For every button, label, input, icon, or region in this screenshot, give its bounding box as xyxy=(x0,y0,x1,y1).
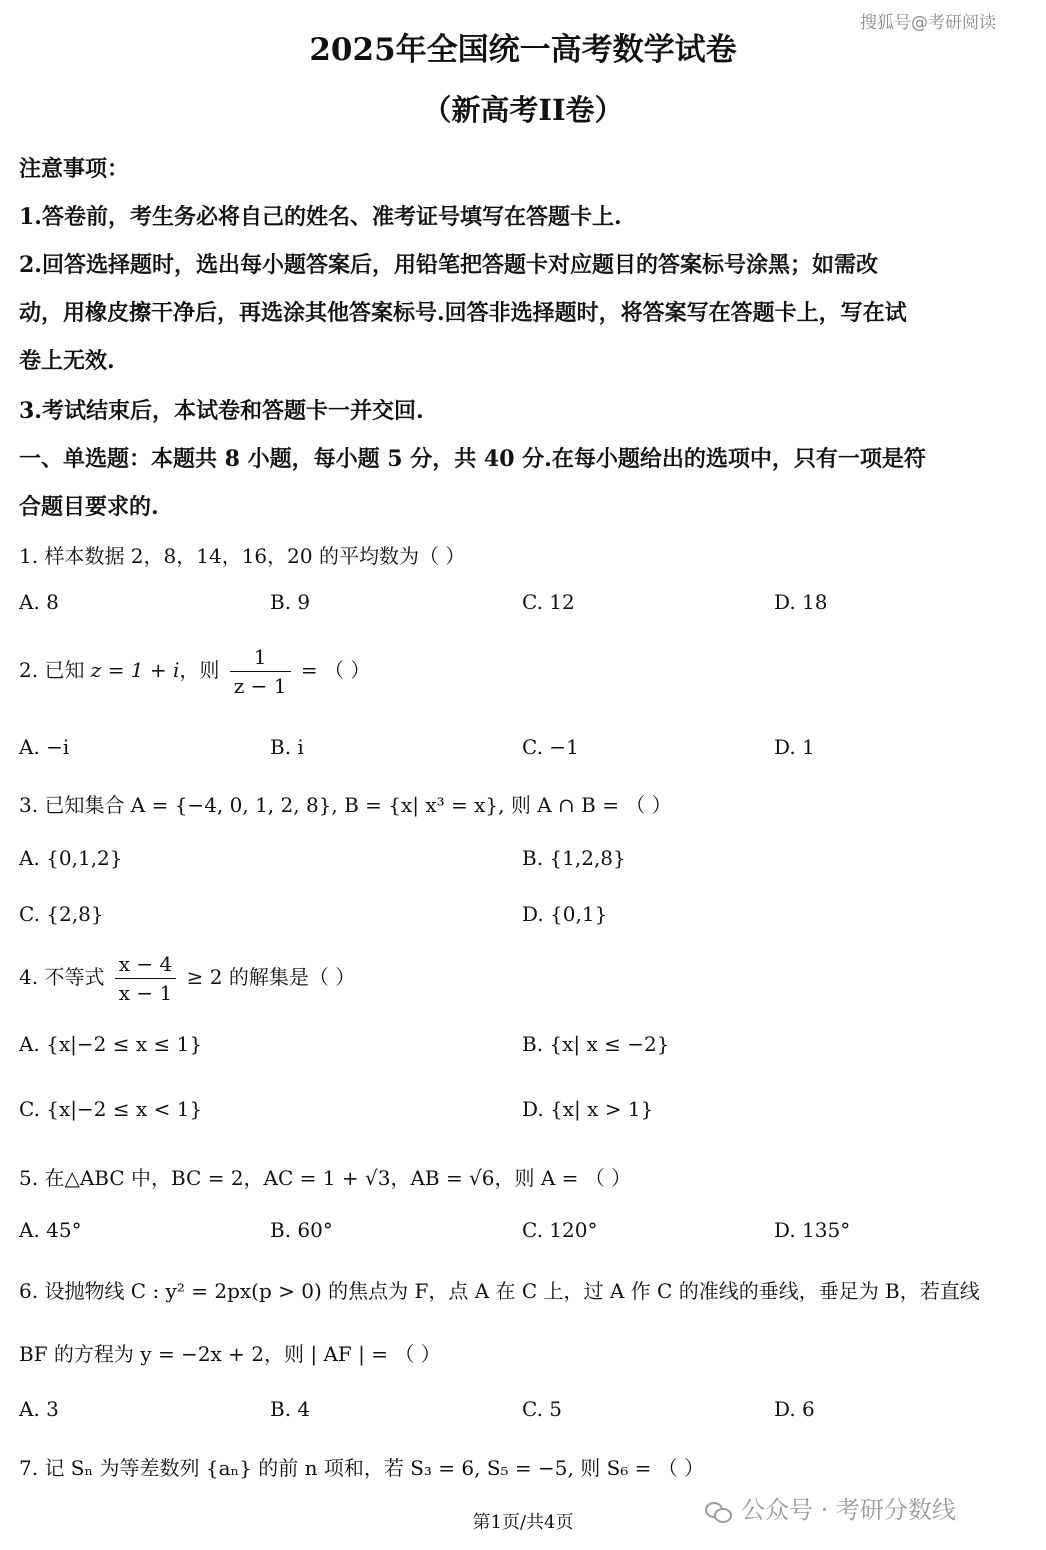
q3-option-a: A. {0,1,2} xyxy=(19,846,123,870)
q3-option-b: B. {1,2,8} xyxy=(522,846,626,870)
section-heading-line-1: 一、单选题：本题共 8 小题，每小题 5 分，共 40 分.在每小题给出的选项中，只有一项是符 xyxy=(19,446,926,472)
notice-line-2c: 卷上无效. xyxy=(19,348,115,374)
q4-option-d: D. {x| x > 1} xyxy=(522,1097,654,1121)
q5-option-a: A. 45° xyxy=(19,1218,82,1242)
q4-option-c: C. {x|−2 ≤ x < 1} xyxy=(19,1097,203,1121)
question-4-stem xyxy=(19,952,355,1005)
notice-heading: 注意事项： xyxy=(19,156,130,182)
page-footer: 第1页/共4页 xyxy=(472,1512,574,1533)
q2-option-b: B. i xyxy=(270,735,304,759)
notice-line-3: 3.考试结束后，本试卷和答题卡一并交回. xyxy=(19,398,424,424)
watermark-top: 搜狐号@考研阅读 xyxy=(860,13,996,33)
q1-option-d: D. 18 xyxy=(774,590,828,614)
q6-option-b: B. 4 xyxy=(270,1397,311,1421)
q2-condition: z = 1 + i xyxy=(90,658,180,682)
question-5-stem: 5. 在△ABC 中，BC = 2，AC = 1 + √3，AB = √6，则 A = （ ） xyxy=(19,1166,632,1190)
q2-postfix: = （ ） xyxy=(294,658,371,682)
notice-line-2a: 2.回答选择题时，选出每小题答案后，用铅笔把答题卡对应题目的答案标号涂黑；如需改 xyxy=(19,252,878,278)
exam-title: 2025年全国统一高考数学试卷 xyxy=(309,32,737,68)
q6-option-c: C. 5 xyxy=(522,1397,563,1421)
q4-prefix: 4. 不等式 xyxy=(19,965,111,989)
q1-option-c: C. 12 xyxy=(522,590,575,614)
watermark-bottom-text: 公众号 · 考研分数线 xyxy=(741,1496,956,1524)
q6-option-a: A. 3 xyxy=(19,1397,59,1421)
q5-option-b: B. 60° xyxy=(270,1218,333,1242)
q1-option-b: B. 9 xyxy=(270,590,311,614)
q2-option-a: A. −i xyxy=(19,735,70,759)
exam-subtitle: （新高考II卷） xyxy=(422,93,624,127)
q2-denominator: z − 1 xyxy=(233,674,287,698)
q4-postfix: ≥ 2 的解集是（ ） xyxy=(180,965,356,989)
q3-option-d: D. {0,1} xyxy=(522,902,608,926)
q2-option-c: C. −1 xyxy=(522,735,579,759)
question-1-stem: 1. 样本数据 2，8，14，16，20 的平均数为（ ） xyxy=(19,544,466,568)
question-6-line-2: BF 的方程为 y = −2x + 2，则 | AF | = （ ） xyxy=(19,1342,441,1366)
q2-numerator: 1 xyxy=(230,645,291,672)
q2-option-d: D. 1 xyxy=(774,735,815,759)
q4-fraction xyxy=(115,952,176,1005)
q5-option-c: C. 120° xyxy=(522,1218,598,1242)
q2-mid: ，则 xyxy=(179,658,226,682)
notice-line-1: 1.答卷前，考生务必将自己的姓名、准考证号填写在答题卡上. xyxy=(19,204,622,230)
q3-option-c: C. {2,8} xyxy=(19,902,104,926)
q1-option-a: A. 8 xyxy=(19,590,59,614)
q4-numerator: x − 4 xyxy=(115,952,176,979)
section-heading-line-2: 合题目要求的. xyxy=(19,494,159,520)
q4-denominator: x − 1 xyxy=(118,981,173,1005)
question-6-line-1: 6. 设抛物线 C : y² = 2px(p > 0) 的焦点为 F，点 A 在 C 上，过 A 作 C 的准线的垂线，垂足为 B，若直线 xyxy=(19,1279,980,1303)
q2-fraction xyxy=(230,645,291,698)
question-2-stem xyxy=(19,645,370,698)
notice-line-2b: 动，用橡皮擦干净后，再选涂其他答案标号.回答非选择题时，将答案写在答题卡上，写在试 xyxy=(19,300,907,326)
question-7-stem: 7. 记 Sₙ 为等差数列 {aₙ} 的前 n 项和，若 S₃ = 6, S₅ = −5, 则 S₆ = （ ） xyxy=(19,1456,705,1480)
question-3-stem: 3. 已知集合 A = {−4, 0, 1, 2, 8}, B = {x| x³ = x}, 则 A ∩ B = （ ） xyxy=(19,793,672,817)
q6-option-d: D. 6 xyxy=(774,1397,815,1421)
q2-prefix: 2. 已知 xyxy=(19,658,91,682)
q5-option-d: D. 135° xyxy=(774,1218,851,1242)
q4-option-a: A. {x|−2 ≤ x ≤ 1} xyxy=(19,1032,203,1056)
q4-option-b: B. {x| x ≤ −2} xyxy=(522,1032,670,1056)
